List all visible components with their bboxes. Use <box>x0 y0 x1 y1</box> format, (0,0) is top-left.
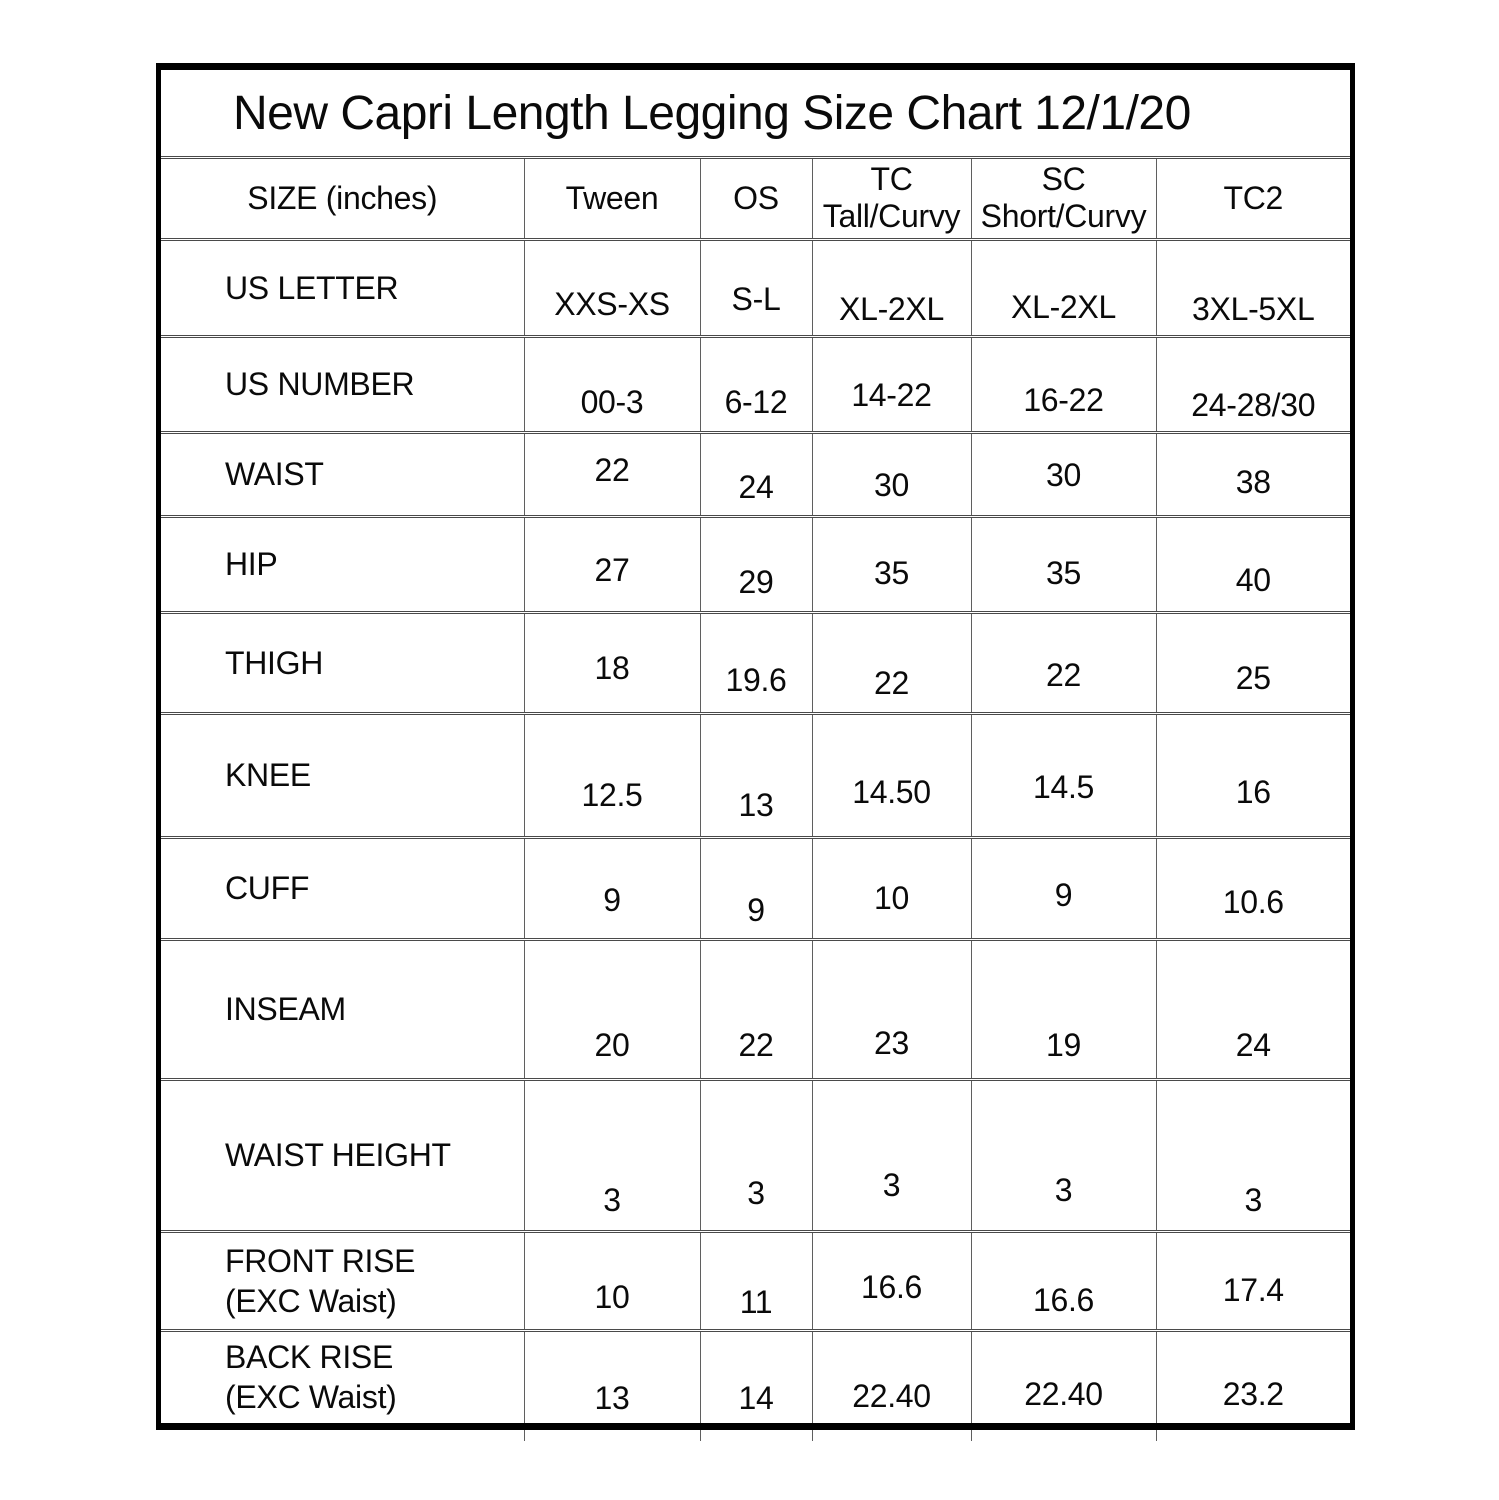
table-row <box>161 612 1350 713</box>
table-cell: 35 <box>971 516 1156 612</box>
table-cell: 16.6 <box>812 1231 971 1330</box>
size-chart <box>156 63 1355 1430</box>
table-row <box>161 1231 1350 1330</box>
table-cell: 22.40 <box>812 1330 971 1423</box>
table-cell: 3XL-5XL <box>1156 239 1350 336</box>
table-cell: 19 <box>971 939 1156 1079</box>
row-label: US LETTER <box>161 239 524 336</box>
table-cell: 27 <box>524 516 700 612</box>
table-row <box>161 939 1350 1079</box>
chart-title: New Capri Length Legging Size Chart 12/1/20 <box>161 70 1350 159</box>
table-cell: 3 <box>524 1079 700 1231</box>
table-cell: 22.40 <box>971 1330 1156 1423</box>
table-row <box>161 713 1350 837</box>
table-cell: 11 <box>700 1231 812 1330</box>
table-cell: 14.50 <box>812 713 971 837</box>
table-cell: 24 <box>700 432 812 516</box>
column-header: TC Tall/Curvy <box>812 159 971 239</box>
table-cell: 9 <box>524 837 700 939</box>
row-label: US NUMBER <box>161 336 524 432</box>
table-cell: 35 <box>812 516 971 612</box>
table-row <box>161 239 1350 336</box>
column-header: TC2 <box>1156 159 1350 239</box>
table-cell: 9 <box>971 837 1156 939</box>
table-cell: 19.6 <box>700 612 812 713</box>
row-label: KNEE <box>161 713 524 837</box>
table-cell: 16 <box>1156 713 1350 837</box>
table-cell: 24-28/30 <box>1156 336 1350 432</box>
table-cell: XXS-XS <box>524 239 700 336</box>
column-line-stub <box>971 1430 972 1441</box>
table-cell: 23 <box>812 939 971 1079</box>
table-row <box>161 1330 1350 1423</box>
table-cell: 23.2 <box>1156 1330 1350 1423</box>
table-cell: 6-12 <box>700 336 812 432</box>
table-cell: 17.4 <box>1156 1231 1350 1330</box>
table-cell: 20 <box>524 939 700 1079</box>
table-cell: 22 <box>524 432 700 516</box>
table-cell: 14 <box>700 1330 812 1423</box>
table-cell: 3 <box>971 1079 1156 1231</box>
table-cell: 16-22 <box>971 336 1156 432</box>
table-cell: 22 <box>812 612 971 713</box>
row-label: THIGH <box>161 612 524 713</box>
header-row <box>161 159 1350 239</box>
table-cell: 16.6 <box>971 1231 1156 1330</box>
size-table <box>161 159 1350 1423</box>
row-label: BACK RISE (EXC Waist) <box>161 1330 524 1423</box>
table-cell: 18 <box>524 612 700 713</box>
table-row <box>161 1079 1350 1231</box>
row-label: HIP <box>161 516 524 612</box>
table-cell: 29 <box>700 516 812 612</box>
table-cell: 10 <box>524 1231 700 1330</box>
column-line-stub <box>1156 1430 1157 1441</box>
table-row <box>161 516 1350 612</box>
column-line-stub <box>700 1430 701 1441</box>
row-label: WAIST <box>161 432 524 516</box>
column-header: SC Short/Curvy <box>971 159 1156 239</box>
table-cell: 3 <box>1156 1079 1350 1231</box>
table-cell: 14-22 <box>812 336 971 432</box>
table-cell: 3 <box>812 1079 971 1231</box>
table-cell: 25 <box>1156 612 1350 713</box>
table-row <box>161 837 1350 939</box>
column-header: OS <box>700 159 812 239</box>
table-cell: 14.5 <box>971 713 1156 837</box>
row-label: INSEAM <box>161 939 524 1079</box>
table-cell: 30 <box>812 432 971 516</box>
column-header: SIZE (inches) <box>247 179 438 216</box>
table-cell: 38 <box>1156 432 1350 516</box>
table-cell: S-L <box>700 239 812 336</box>
row-label: CUFF <box>161 837 524 939</box>
table-cell: 22 <box>971 612 1156 713</box>
table-cell: 24 <box>1156 939 1350 1079</box>
table-cell: 22 <box>700 939 812 1079</box>
table-cell: 13 <box>700 713 812 837</box>
table-cell: 10.6 <box>1156 837 1350 939</box>
table-cell: 00-3 <box>524 336 700 432</box>
table-cell: XL-2XL <box>812 239 971 336</box>
table-cell: 9 <box>700 837 812 939</box>
table-cell: 30 <box>971 432 1156 516</box>
table-cell: 10 <box>812 837 971 939</box>
table-cell: 3 <box>700 1079 812 1231</box>
column-header: Tween <box>524 159 700 239</box>
row-label: WAIST HEIGHT <box>161 1079 524 1231</box>
column-line-stub <box>812 1430 813 1441</box>
table-row <box>161 336 1350 432</box>
table-cell: 40 <box>1156 516 1350 612</box>
row-label: FRONT RISE (EXC Waist) <box>161 1231 524 1330</box>
table-cell: 13 <box>524 1330 700 1423</box>
table-cell: XL-2XL <box>971 239 1156 336</box>
table-cell: 12.5 <box>524 713 700 837</box>
column-line-stub <box>524 1430 525 1441</box>
table-row <box>161 432 1350 516</box>
